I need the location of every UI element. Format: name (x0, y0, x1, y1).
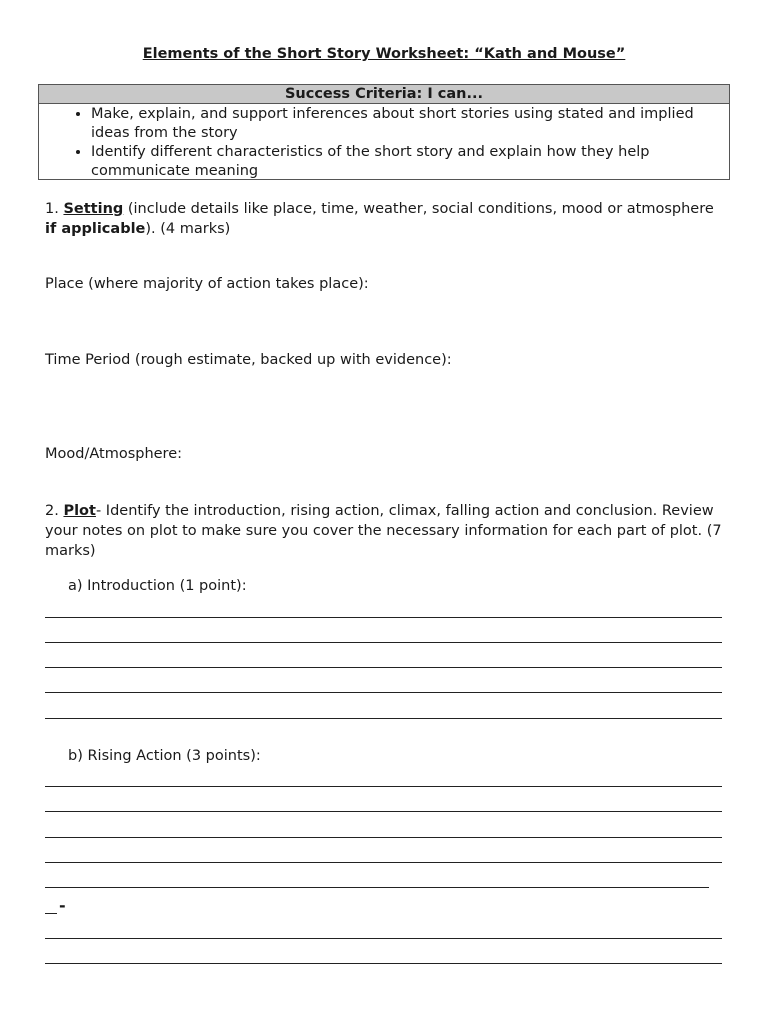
time-period-prompt: Time Period (rough estimate, backed up with evidence): (45, 352, 452, 368)
question-number: 1. (45, 201, 64, 217)
question-2-plot (45, 501, 725, 561)
answer-line[interactable] (45, 617, 722, 618)
question-text: (include details like place, time, weather, social conditions, mood or atmosphere (123, 201, 714, 217)
question-number: 2. (45, 503, 64, 519)
answer-line[interactable] (45, 837, 722, 838)
worksheet-title: Elements of the Short Story Worksheet: “Kath and Mouse” (142, 46, 626, 62)
answer-line[interactable] (45, 667, 722, 668)
dash-mark: - (59, 896, 66, 915)
rising-action-prompt: b) Rising Action (3 points): (68, 748, 261, 764)
answer-line[interactable] (45, 811, 722, 812)
question-label: Plot (63, 503, 96, 519)
success-criteria-heading: Success Criteria: I can... (39, 85, 729, 104)
success-criteria-item: • Identify different characteristics of the short story and explain how they help communicate meaning (91, 143, 729, 181)
answer-line[interactable] (45, 718, 722, 719)
success-criteria-list (39, 104, 729, 181)
answer-line[interactable] (45, 642, 722, 643)
answer-line[interactable] (45, 692, 722, 693)
question-text: ). (4 marks) (145, 221, 231, 237)
emphasis-text: if applicable (45, 221, 146, 237)
mood-prompt: Mood/Atmosphere: (45, 446, 183, 462)
answer-line[interactable] (45, 862, 722, 863)
success-criteria-box (38, 84, 730, 180)
answer-line[interactable] (45, 963, 722, 964)
place-prompt: Place (where majority of action takes place): (45, 276, 369, 292)
success-criteria-item: • Make, explain, and support inferences about short stories using stated and implied ideas from the story (91, 105, 729, 143)
answer-line-fragment[interactable] (45, 913, 57, 914)
question-text: - Identify the introduction, rising action, climax, falling action and conclusion. Review your notes on plot to make sure you cover the necessary information for each part of plot. (7 marks) (45, 503, 722, 559)
answer-line[interactable] (45, 786, 722, 787)
introduction-prompt: a) Introduction (1 point): (68, 578, 247, 594)
question-label: Setting (63, 201, 124, 217)
answer-line[interactable] (45, 887, 709, 888)
answer-line[interactable] (45, 938, 722, 939)
question-1-setting (45, 199, 725, 239)
